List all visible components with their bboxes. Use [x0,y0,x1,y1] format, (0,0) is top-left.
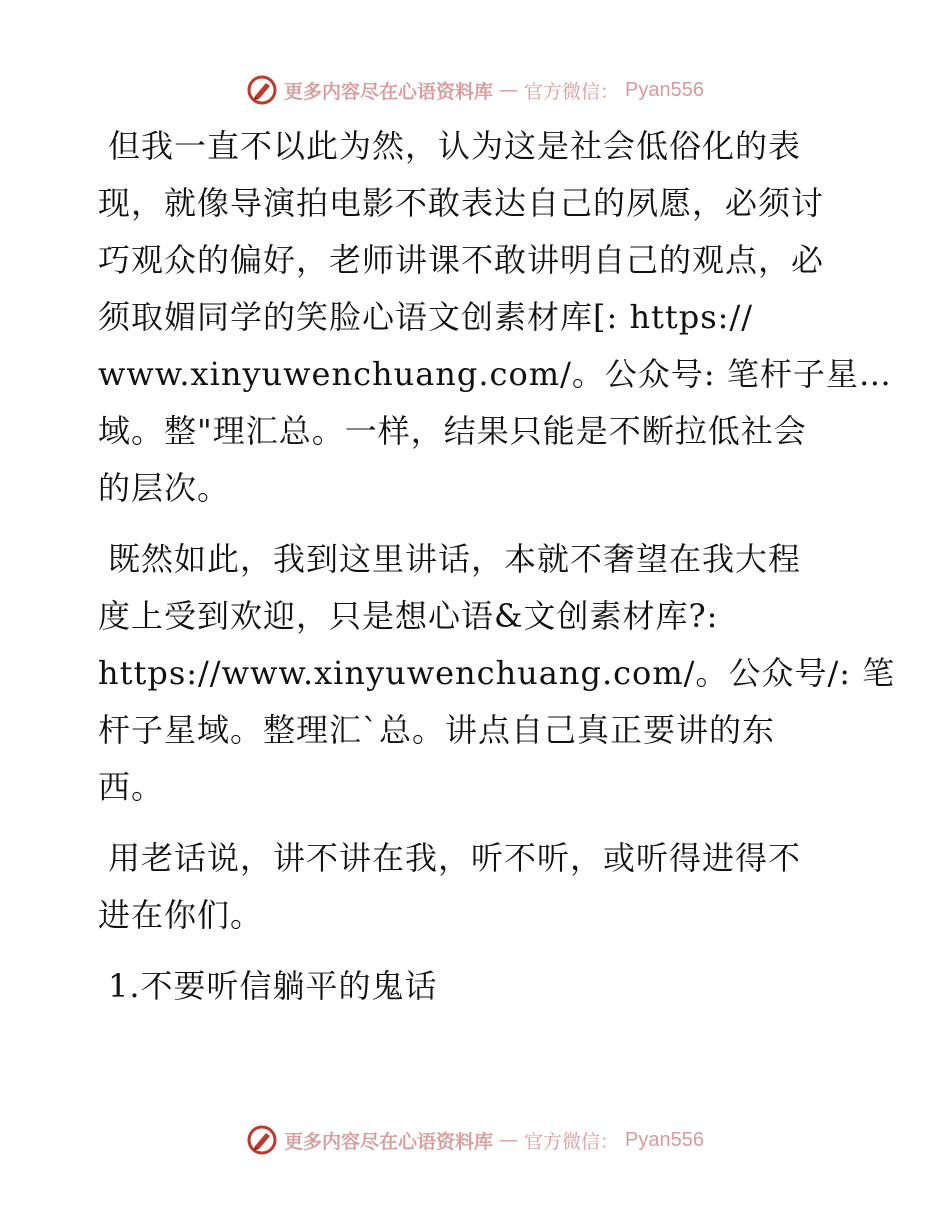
header-watermark [0,70,950,110]
watermark-account: Pyan556 [625,1128,704,1151]
watermark-dash: — [499,1129,519,1151]
paragraph-line: 进在你们。 [98,896,264,934]
paragraph-line: 巧观众的偏好，老师讲课不敢讲明自己的观点，必 [98,241,825,279]
paragraph-line: 既然如此，我到这里讲话，本就不奢望在我大程 [108,540,802,578]
pen-circle-icon [246,1124,278,1156]
pen-circle-icon [246,74,278,106]
paragraph-line: https://www.xinyuwenchuang.com/。公众号/: 笔 [98,654,896,692]
paragraph-line: 现，就像导演拍电影不敢表达自己的夙愿，必须讨 [98,184,825,222]
watermark-official-label: 官方微信： [524,1130,620,1153]
paragraph-line: 须取媚同学的笑脸心语文创素材库[: https:// [98,298,754,336]
paragraph-line: www.xinyuwenchuang.com/。公众号: 笔杆子星… [98,355,892,393]
paragraph-line: 西。 [98,768,165,806]
watermark-account: Pyan556 [625,78,704,101]
section-heading: 1.不要听信躺平的鬼话 [108,967,438,1005]
paragraph-3 [98,830,858,944]
paragraph-1 [98,118,892,517]
paragraph-line: 用老话说，讲不讲在我，听不听，或听得进得不 [108,839,802,877]
watermark-official-label: 官方微信： [524,80,620,103]
paragraph-line: 度上受到欢迎，只是想心语&文创素材库?: [98,597,719,635]
watermark-site-text: 更多内容尽在心语资料库 [284,80,494,103]
document-body [98,118,896,1015]
watermark-site-text: 更多内容尽在心语资料库 [284,1130,494,1153]
paragraph-line: 杆子星域。整理汇`总。讲点自己真正要讲的东 [98,711,776,749]
paragraph-2 [98,531,896,816]
footer-watermark [0,1120,950,1160]
paragraph-line: 但我一直不以此为然，认为这是社会低俗化的表 [108,127,802,165]
paragraph-line: 的层次。 [98,469,231,507]
paragraph-line: 域。整"理汇总。一样，结果只能是不断拉低社会 [98,412,807,450]
watermark-dash: — [499,79,519,101]
